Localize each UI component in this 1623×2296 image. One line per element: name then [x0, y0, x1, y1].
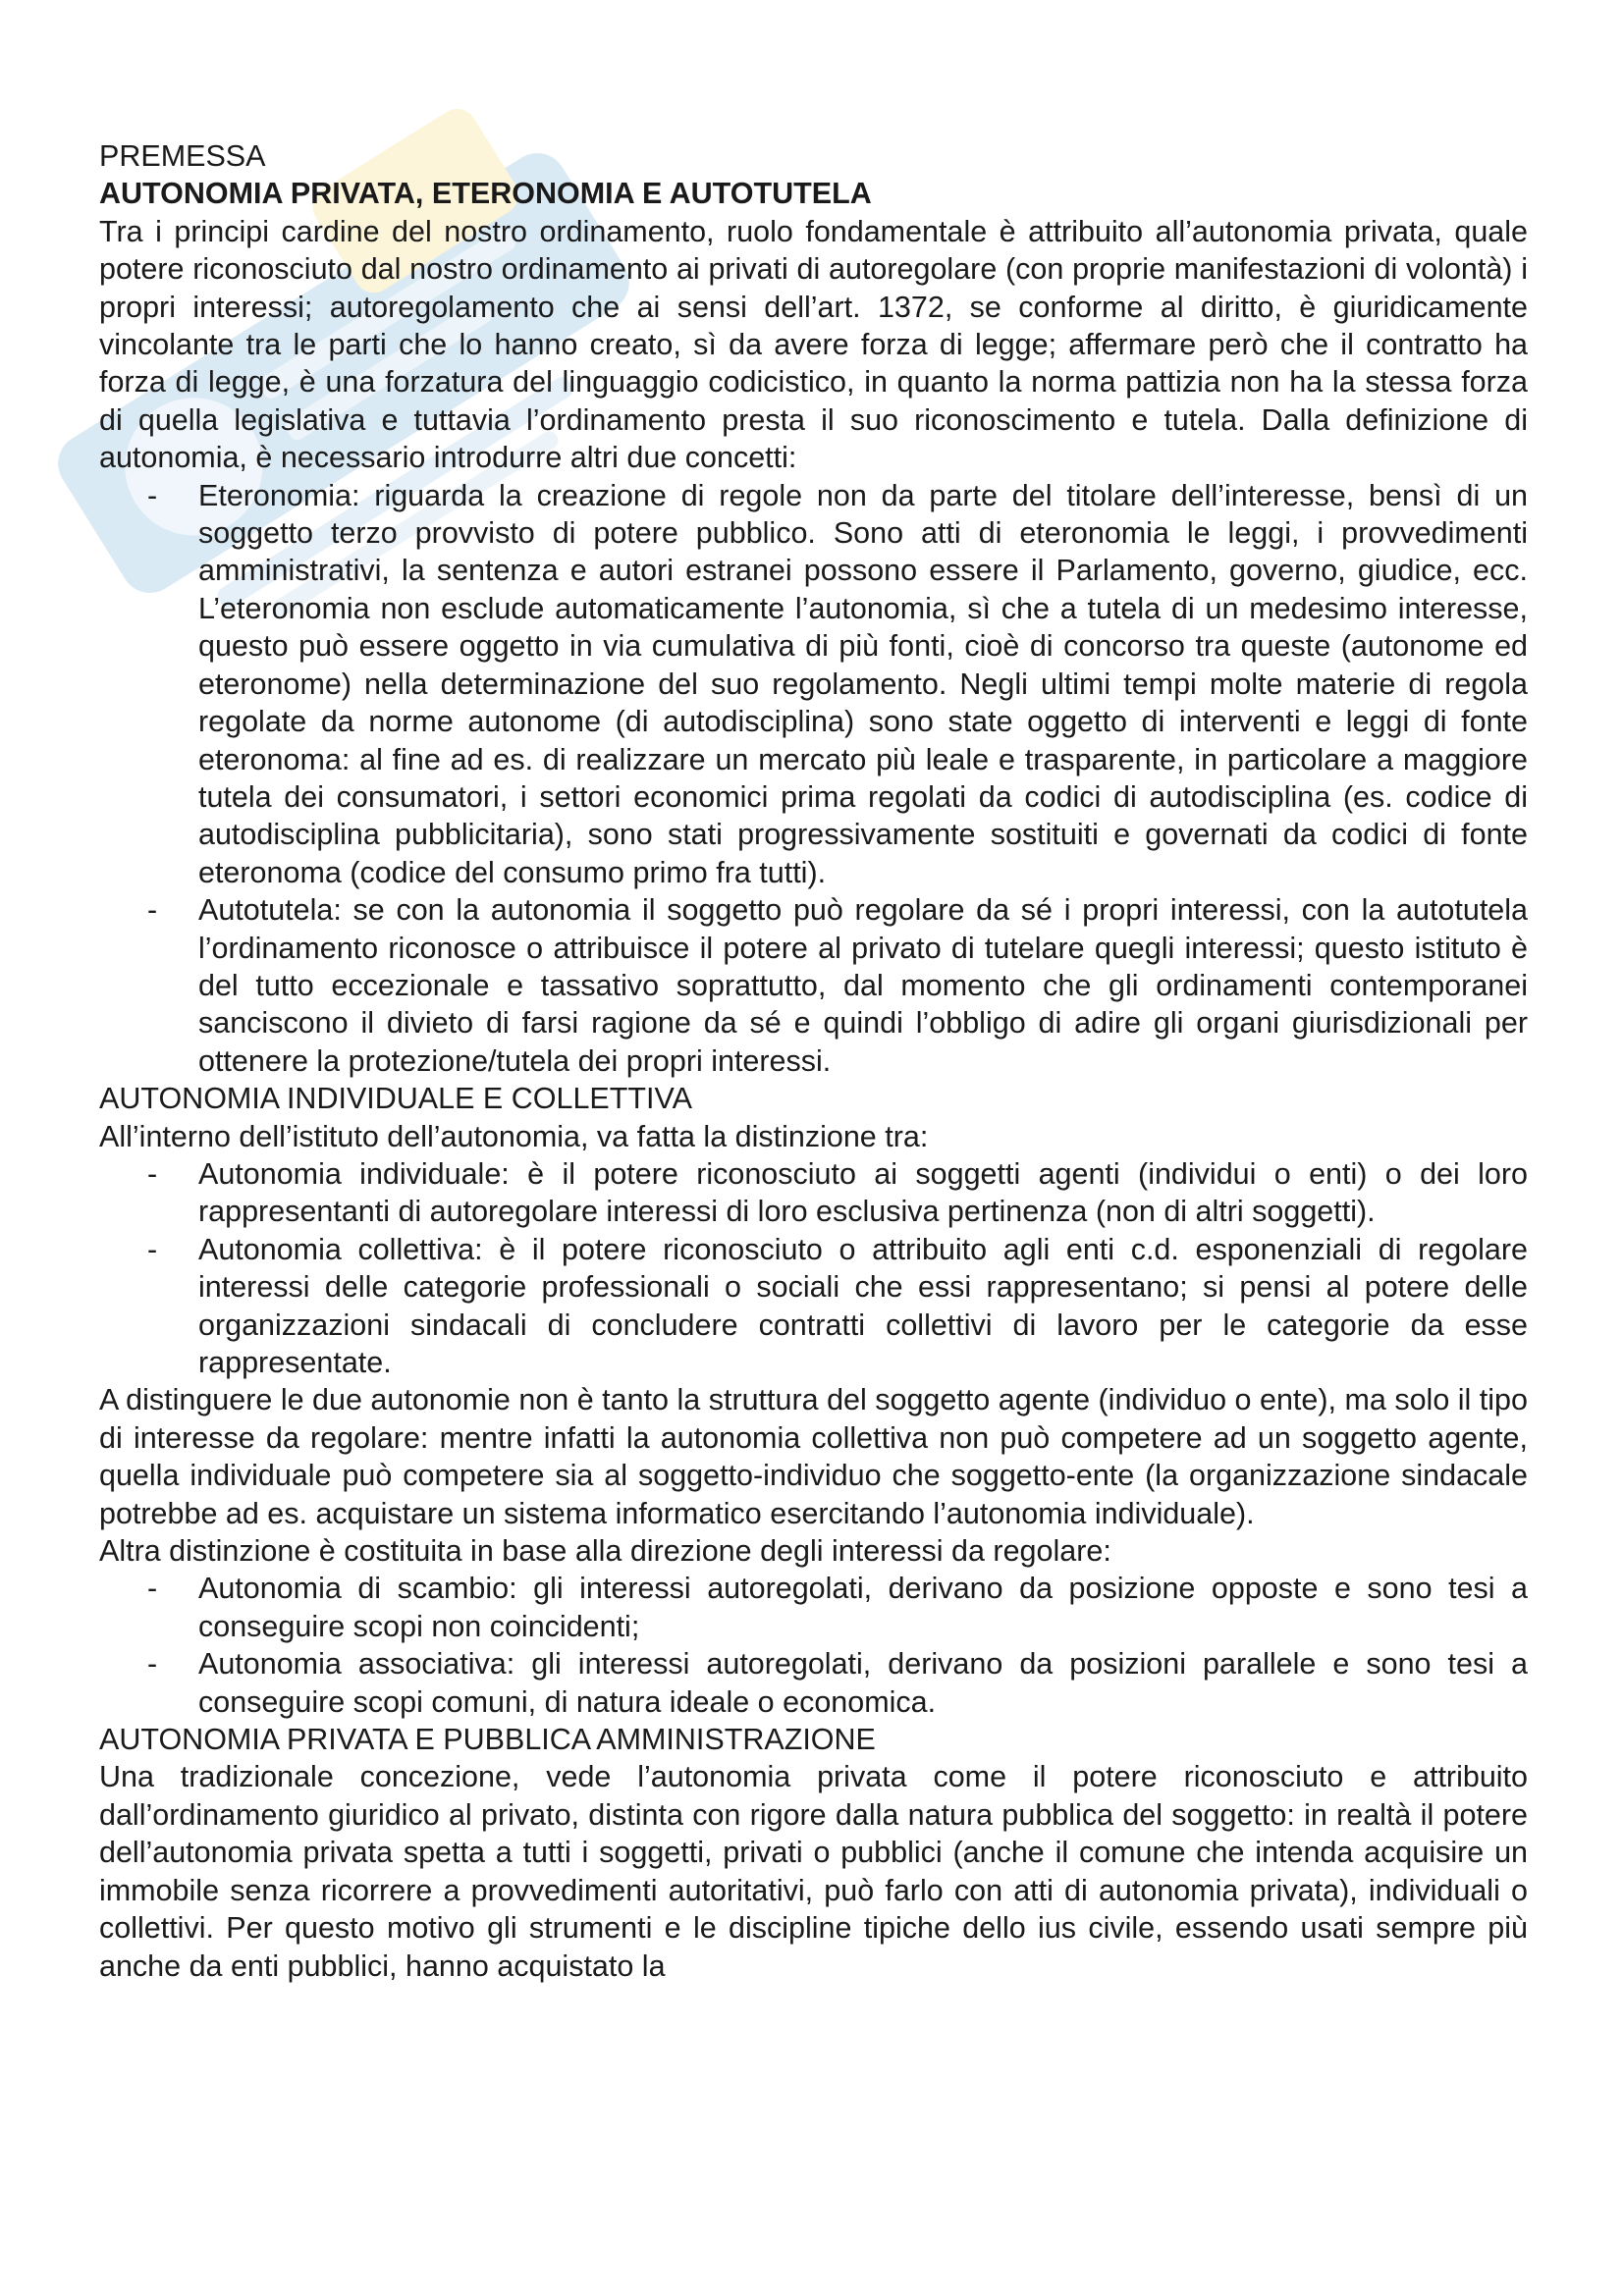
list-marker: - [147, 478, 158, 512]
list-marker: - [147, 1572, 158, 1606]
list-marker: - [147, 893, 158, 928]
paragraph: Tra i principi cardine del nostro ordinamento, ruolo fondamentale è attribuito all’autonomia privata, quale potere riconosciuto dal nostro ordinamento ai privati di autoregolare (con proprie manifestazioni di volontà) i propri interessi; autoregolamento che ai sensi dell’art. 1372, se conforme al diritto, è giuridicamente vincolante tra le parti che lo hanno creato, sì da avere forza di legge; affermare però che il contratto ha forza di legge, è una forzatura del linguaggio codicistico, in quanto la norma pattizia non ha la stessa forza di quella legislativa e tuttavia l’ordinamento presta il suo riconoscimento e tutela. Dalla definizione di autonomia, è necessario introdurre altri due concetti: [99, 214, 1528, 475]
list-item [99, 1570, 1528, 1645]
list-marker: - [147, 1232, 158, 1266]
list-marker: - [147, 1647, 158, 1682]
paragraph: Altra distinzione è costituita in base alla direzione degli interessi da regolare: [99, 1534, 1111, 1569]
list-marker: - [147, 1156, 158, 1191]
section-subheading: AUTONOMIA PRIVATA, ETERONOMIA E AUTOTUTELA [99, 177, 872, 211]
section-heading: AUTONOMIA PRIVATA E PUBBLICA AMMINISTRAZIONE [99, 1723, 876, 1757]
paragraph: A distinguere le due autonomie non è tanto la struttura del soggetto agente (individuo o ente), ma solo il tipo di interesse da regolare: mentre infatti la autonomia collettiva non può competere ad un soggetto agente, quella individuale può competere sia al soggetto-individuo che soggetto-ente (la organizzazione sindacale potrebbe ad es. acquistare un sistema informatico esercitando l’autonomia individuale). [99, 1383, 1528, 1530]
dash-list [99, 1155, 1528, 1381]
section-heading: PREMESSA [99, 139, 266, 173]
list-item [99, 891, 1528, 1080]
list-item-text: Autonomia di scambio: gli interessi autoregolati, derivano da posizione opposte e sono tesi a conseguire scopi non coincidenti; [198, 1572, 1528, 1643]
document-body [99, 137, 1528, 1985]
list-item [99, 477, 1528, 891]
section-heading: AUTONOMIA INDIVIDUALE E COLLETTIVA [99, 1082, 692, 1116]
paragraph: Una tradizionale concezione, vede l’autonomia privata come il potere riconosciuto e attribuito dall’ordinamento giuridico al privato, distinta con rigore dalla natura pubblica del soggetto: in realtà il potere dell’autonomia privata spetta a tutti i soggetti, privati o pubblici (anche il comune che intenda acquisire un immobile senza ricorrere a provvedimenti autoritativi, può farlo con atti di autonomia privata), individuali o collettivi. Per questo motivo gli strumenti e le discipline tipiche dello ius civile, essendo usati sempre più anche da enti pubblici, hanno acquistato la [99, 1760, 1528, 1983]
list-item-text: Autonomia associativa: gli interessi autoregolati, derivano da posizioni parallele e sono tesi a conseguire scopi comuni, di natura ideale o economica. [198, 1647, 1528, 1719]
list-item-text: Autonomia collettiva: è il potere riconosciuto o attribuito agli enti c.d. esponenziali di regolare interessi delle categorie professionali o sociali che essi rappresentano; si pensi al potere delle organizzazioni sindacali di concludere contratti collettivi di lavoro per le categorie da esse rappresentate. [198, 1232, 1528, 1379]
list-item [99, 1645, 1528, 1721]
paragraph: All’interno dell’istituto dell’autonomia, va fatta la distinzione tra: [99, 1119, 929, 1153]
list-item [99, 1155, 1528, 1231]
dash-list [99, 1570, 1528, 1721]
list-item [99, 1231, 1528, 1382]
dash-list [99, 477, 1528, 1081]
list-item-text: Autonomia individuale: è il potere riconosciuto ai soggetti agenti (individui o enti) o dei loro rappresentanti di autoregolare interessi di loro esclusiva pertinenza (non di altri soggetti). [198, 1156, 1528, 1229]
list-item-text: Eteronomia: riguarda la creazione di regole non da parte del titolare dell’interesse, bensì di un soggetto terzo provvisto di potere pubblico. Sono atti di eteronomia le leggi, i provvedimenti amministrativi, la sentenza e autori estranei possono essere il Parlamento, governo, giudice, ecc. L’eteronomia non esclude automaticamente l’autonomia, sì che a tutela di un medesimo interesse, questo può essere oggetto in via cumulativa di più fonti, cioè di concorso tra queste (autonome ed eteronome) nella determinazione del suo regolamento. Negli ultimi tempi molte materie di regola regolate da norme autonome (di autodisciplina) sono state oggetto di interventi e leggi di fonte eteronoma: al fine ad es. di realizzare un mercato più leale e trasparente, in particolare a maggiore tutela dei consumatori, i settori economici prima regolati da codici di autodisciplina (es. codice di autodisciplina pubblicitaria), sono stati progressivamente sostituiti e governati da codici di fonte eteronoma (codice del consumo primo fra tutti). [198, 478, 1528, 889]
list-item-text: Autotutela: se con la autonomia il soggetto può regolare da sé i propri interessi, con la autotutela l’ordinamento riconosce o attribuisce il potere al privato di tutelare quegli interessi; questo istituto è del tutto eccezionale e tassativo soprattutto, dal momento che gli ordinamenti contemporanei sanciscono il divieto di farsi ragione da sé e quindi l’obbligo di adire gli organi giurisdizionali per ottenere la protezione/tutela dei propri interessi. [198, 893, 1528, 1078]
